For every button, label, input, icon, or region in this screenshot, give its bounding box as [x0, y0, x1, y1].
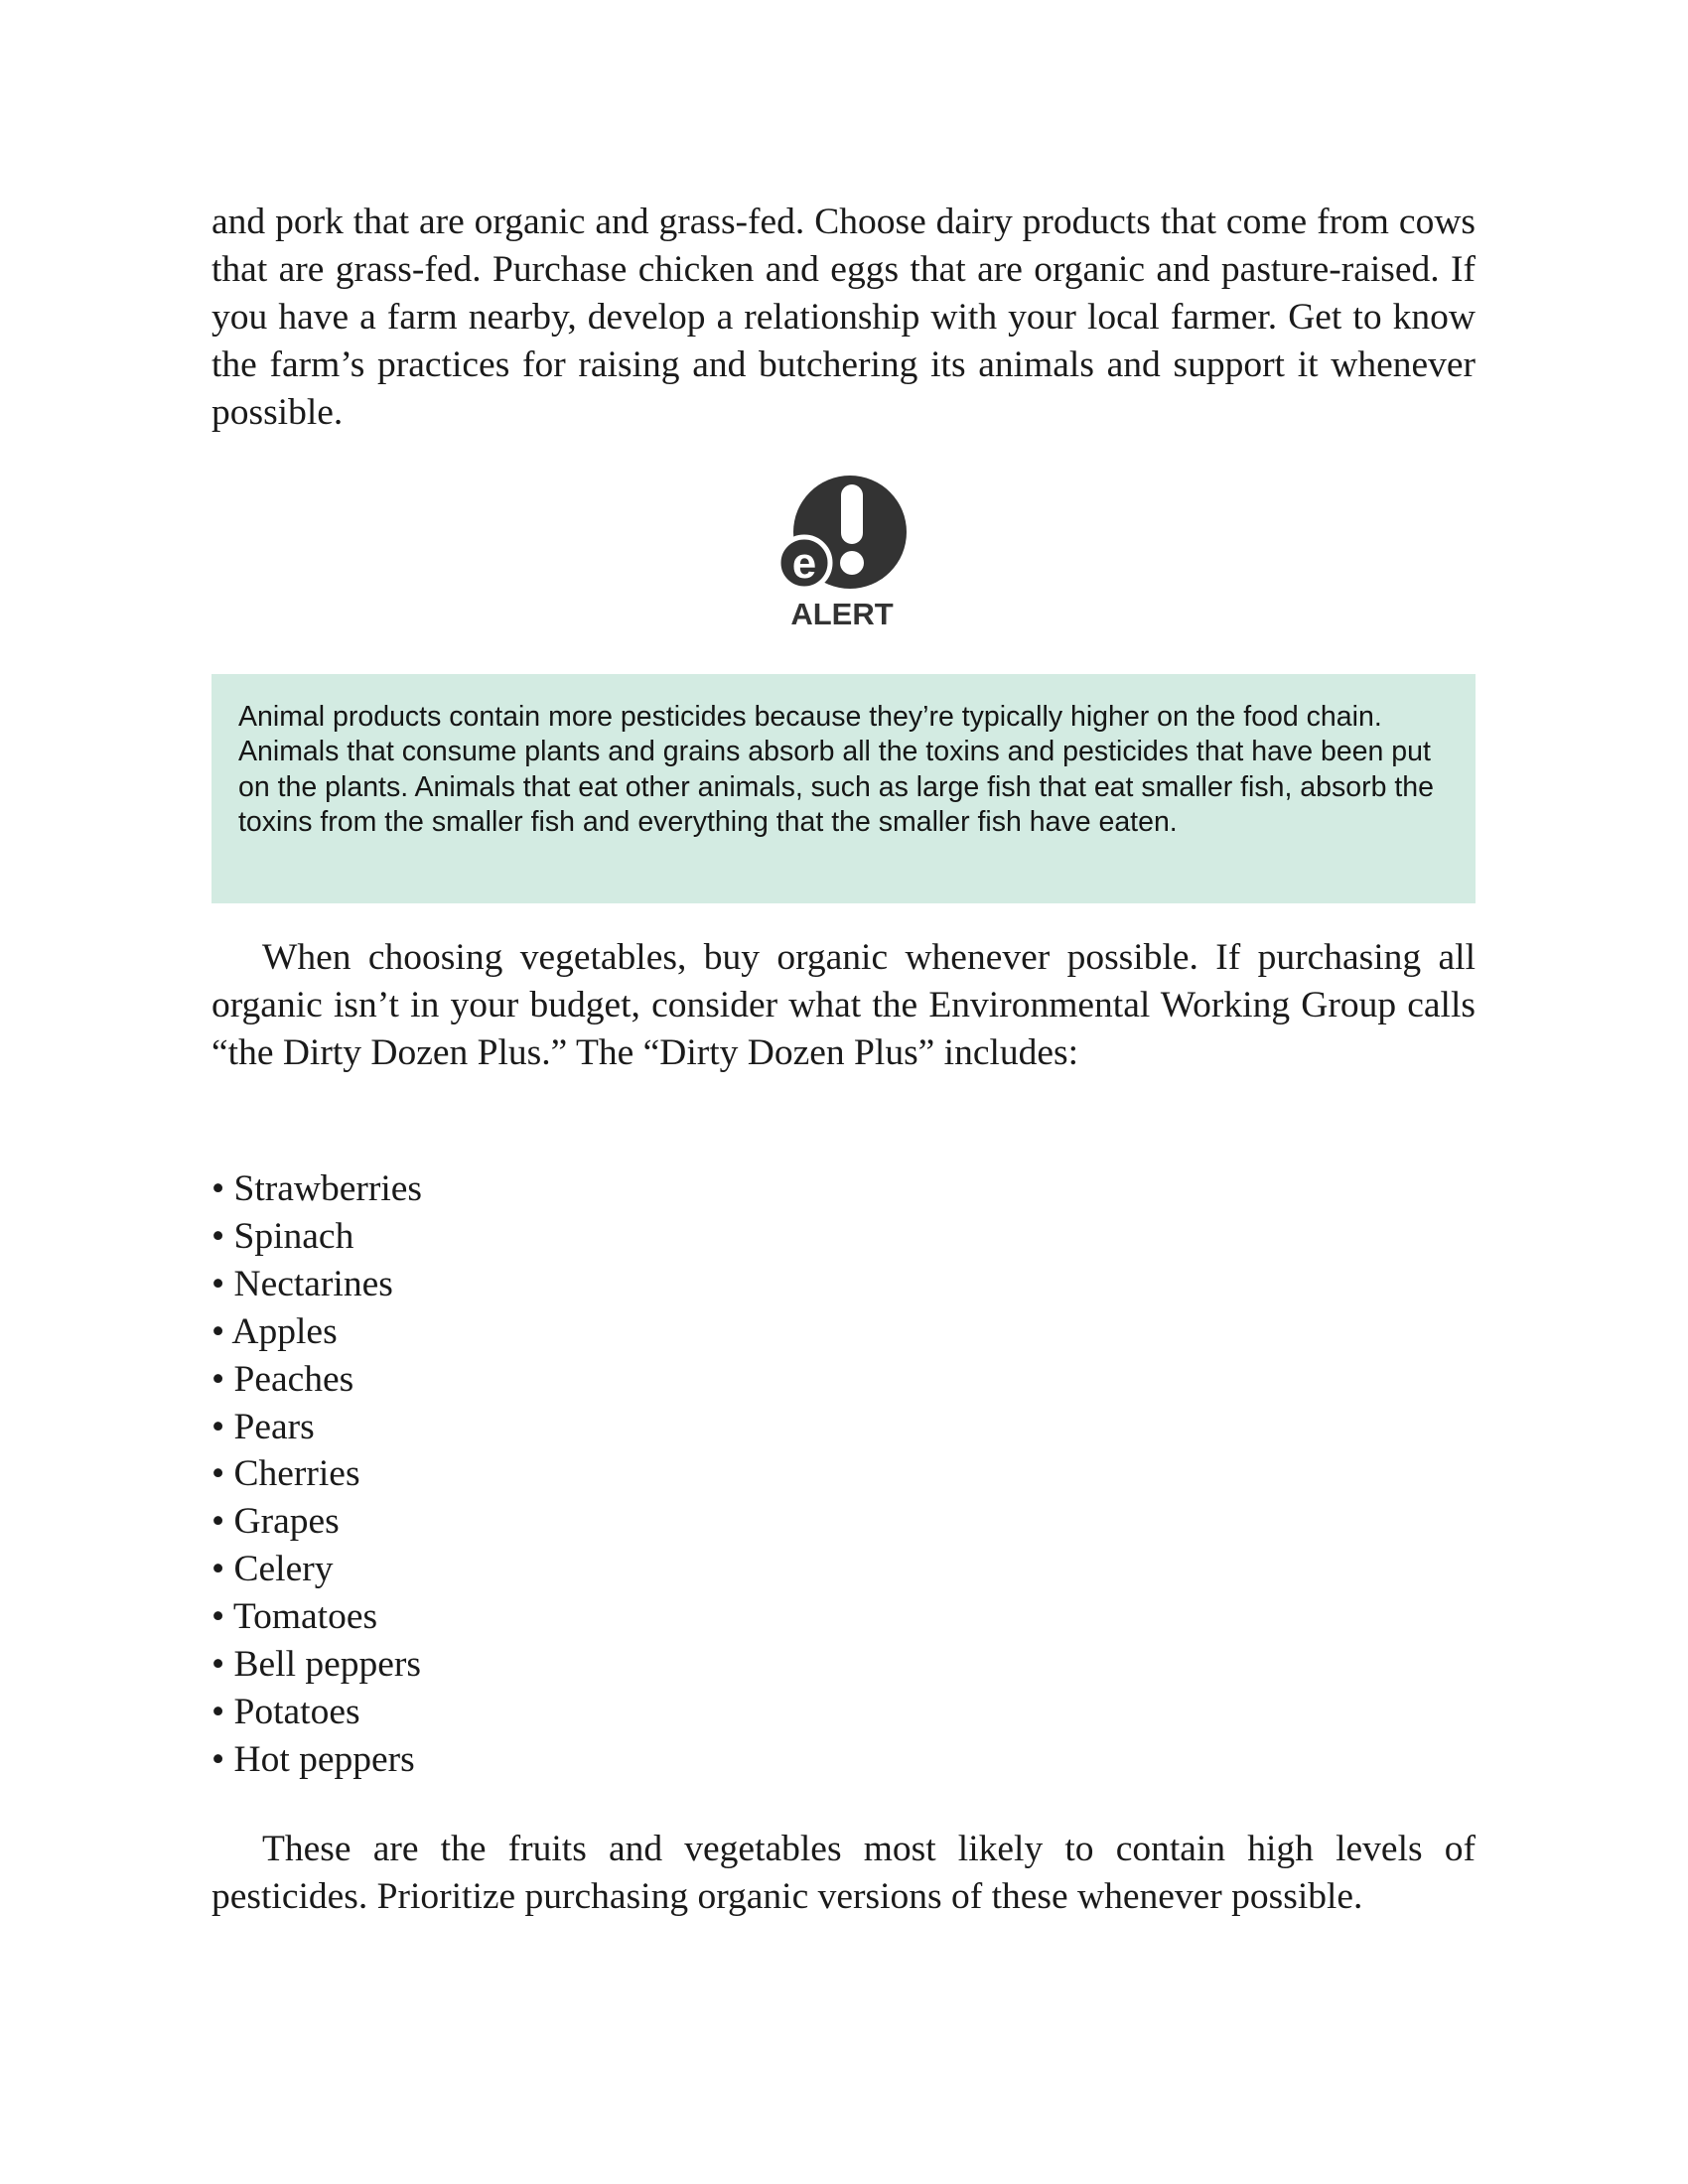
list-item: • Cherries [211, 1453, 360, 1495]
e-alert-exclamation-icon [777, 475, 916, 629]
list-item: • Grapes [211, 1501, 340, 1543]
list-item: • Tomatoes [211, 1596, 378, 1638]
alert-callout-box [211, 674, 1476, 903]
list-item: • Peaches [211, 1358, 354, 1400]
list-item: • Nectarines [211, 1263, 393, 1304]
list-item: • Hot peppers [211, 1738, 415, 1780]
e-alert-logo [777, 475, 916, 629]
list-item: • Potatoes [211, 1691, 360, 1732]
list-item: • Bell peppers [211, 1644, 421, 1686]
alert-label: ALERT [790, 597, 894, 629]
intro-paragraph: and pork that are organic and grass-fed. Choose dairy products that come from cows that are grass-fed. Purchase chicken and eggs that are organic and pasture-raised. If you have a farm nearby, develop a relationship with your local farmer. Get to know the farm’s practices for raising and butchering its animals and support it whenever possible. [211, 202, 1476, 433]
list-item: • Spinach [211, 1215, 354, 1257]
list-item: • Apples [211, 1310, 338, 1352]
logo-letter: e [791, 539, 817, 588]
vegetables-paragraph: When choosing vegetables, buy organic whenever possible. If purchasing all organic isn’t in your budget, consider what the Environmental Working Group calls “the Dirty Dozen Plus.” The “Dirty Dozen Plus” includes: [211, 937, 1476, 1073]
closing-paragraph: These are the fruits and vegetables most likely to contain high levels of pesticides. Prioritize purchasing organic versions of these whenever possible. [211, 1829, 1476, 1917]
alert-text: Animal products contain more pesticides because they’re typically higher on the food chain. Animals that consume plants and grains absorb all the toxins and pesticides that have been put on the plants. Animals that eat other animals, such as large fish that eat smaller fish, absorb the toxins from the smaller fish and everything that the smaller fish have eaten. [238, 701, 1434, 838]
list-item: • Pears [211, 1406, 315, 1447]
list-item: • Strawberries [211, 1168, 423, 1209]
dirty-dozen-list [211, 1165, 422, 1784]
list-item: • Celery [211, 1549, 334, 1590]
